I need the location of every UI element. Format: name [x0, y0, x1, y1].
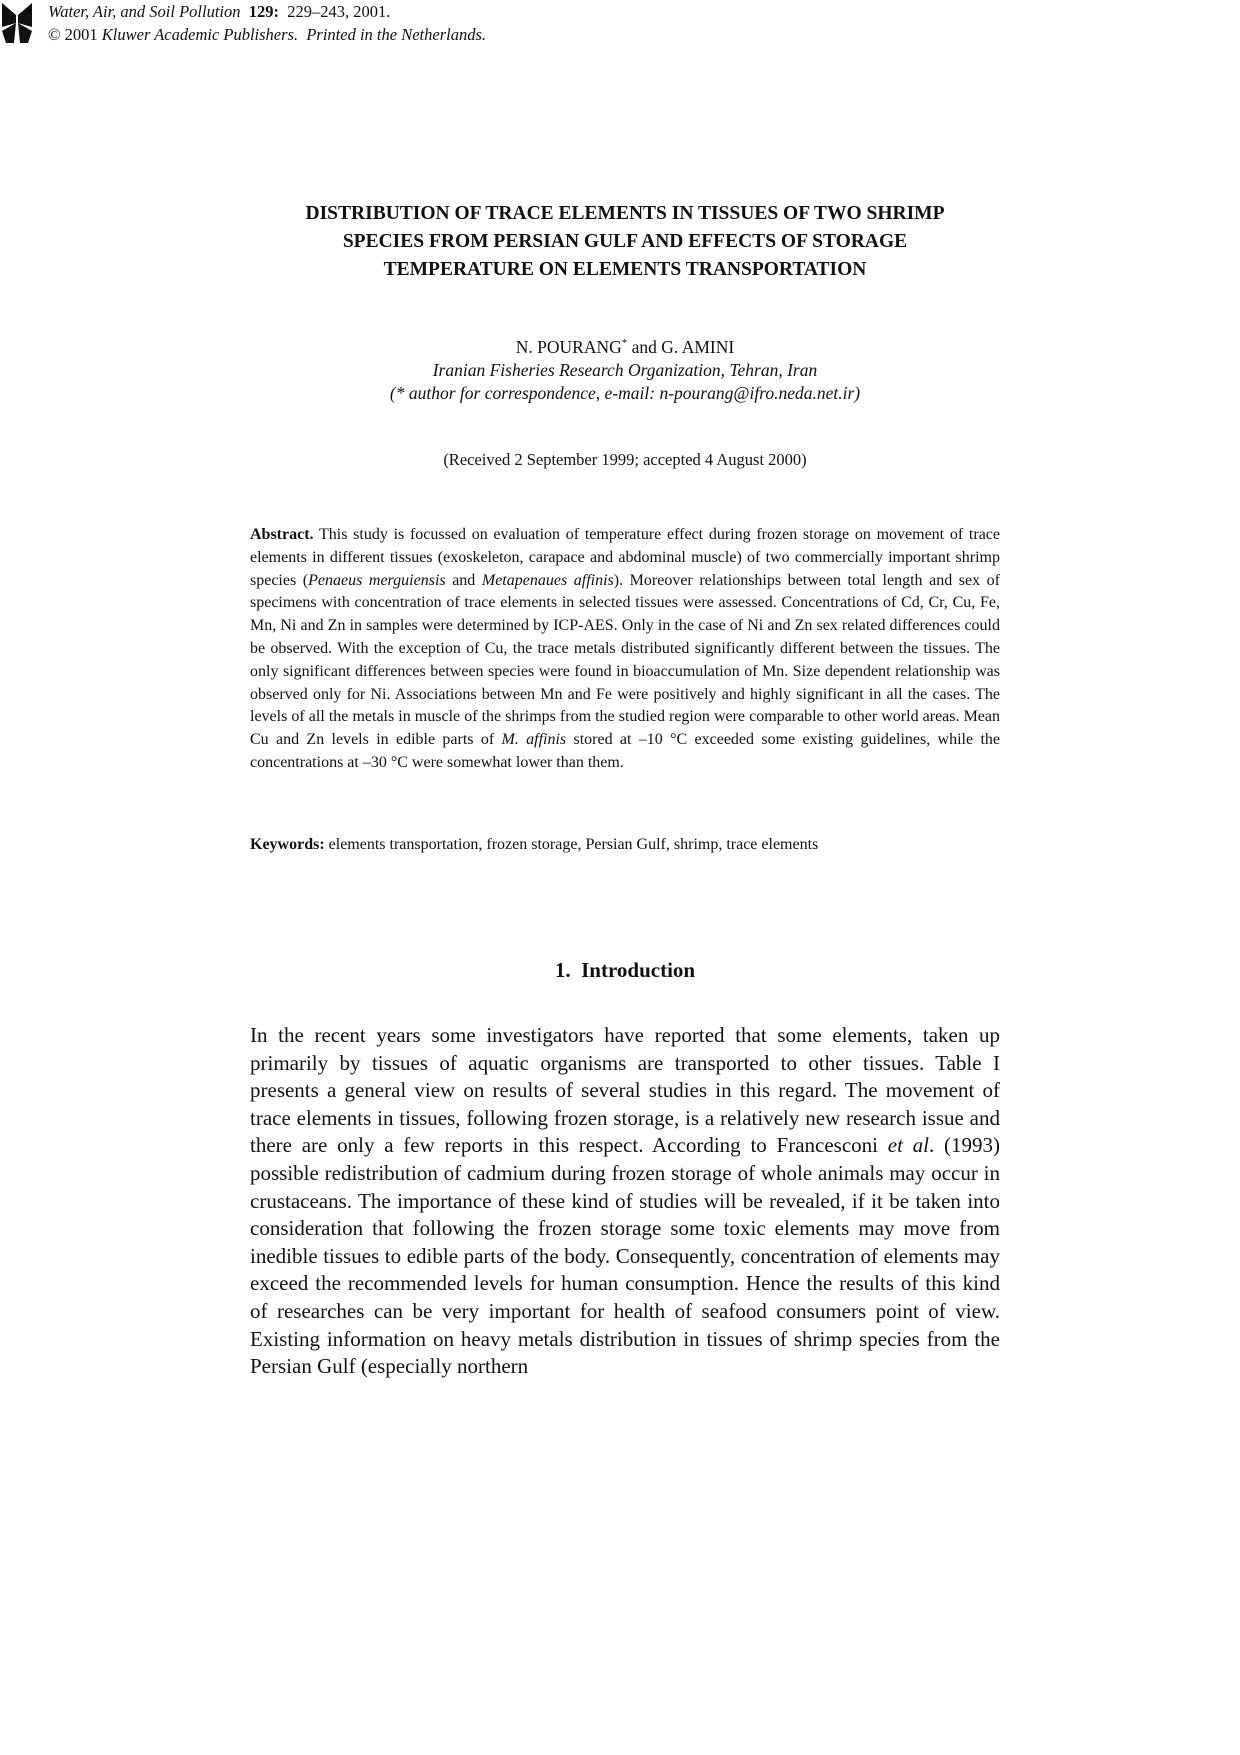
publisher-logo-icon: [0, 1, 34, 45]
journal-volume: 129:: [248, 2, 280, 21]
abstract-label: Abstract.: [250, 526, 314, 543]
body-text: . (1993) possible redistribution of cadmium during frozen storage of whole animals may occur in crustaceans. The importance of these kind of studies will be revealed, if it be taken into consideration that following the frozen storage some toxic elements may move from inedible tissues to edible parts of the body. Consequently, concentration of elements may exceed the recommended levels for human consumption. Hence the results of this kind of researches can be very important for health of seafood consumers point of view. Existing information on heavy metals distribution in tissues of shrimp species from the Persian Gulf (especially northern: [250, 1133, 1000, 1379]
author-names: [250, 332, 1000, 359]
citation-etal: et al: [887, 1133, 929, 1158]
copyright: [48, 23, 486, 46]
paper-title: [250, 200, 1000, 284]
abstract-text: and: [445, 571, 482, 589]
affiliation: Iranian Fisheries Research Organization, Tehran, Iran: [432, 359, 818, 380]
journal-name: Water, Air, and Soil Pollution: [48, 2, 241, 21]
abstract-text: ). Moreover relationships between total length and sex of specimens with concentration of trace elements in selected tissues were assessed. Concentrations of Cd, Cr, Cu, Fe, Mn, Ni and Zn in samples were determined by ICP-AES. Only in the case of Ni and Zn sex related differences could be observed. With the exception of Cu, the trace metals distributed significantly different between the tissues. The only significant differences between species were found in bioaccumulation of Mn. Size dependent relationship was observed only for Ni. Associations between Mn and Fe were positively and highly significant in all the cases. The levels of all the metals in muscle of the shrimps from the studied region were comparable to other world areas. Mean Cu and Zn levels in edible parts of: [250, 571, 1001, 749]
keywords-text: elements transportation, frozen storage, Persian Gulf, shrimp, trace elements: [324, 836, 819, 853]
title-line: TEMPERATURE ON ELEMENTS TRANSPORTATION: [383, 259, 867, 280]
intro-paragraph: [250, 1022, 1000, 1381]
author-block: [250, 332, 1000, 405]
abstract: [250, 524, 1000, 775]
journal-pages: 229–243, 2001.: [287, 2, 391, 21]
correspondence-mark: *: [621, 337, 628, 349]
journal-citation: [48, 0, 486, 23]
abstract-text: This study is focussed on evaluation of temperature effect during frozen storage on movement of trace elements in different tissues (exoskeleton, carapace and abdominal muscle) of two commercially important shrimp species (: [250, 526, 1000, 589]
keywords: [250, 836, 1000, 854]
journal-footer: [0, 0, 1240, 46]
species-name: Penaeus merguiensis: [308, 571, 446, 589]
abstract-text: stored at –10 °C exceeded some existing guidelines, while the concentrations at –30 °C were somewhat lower than them.: [250, 731, 1000, 771]
keywords-label: Keywords:: [250, 836, 325, 853]
species-name: Metapenaues affinis: [481, 571, 614, 589]
publisher: Kluwer Academic Publishers. Printed in the Netherlands.: [101, 25, 486, 44]
author-conjunction: and: [627, 336, 662, 357]
body-text: In the recent years some investigators have reported that some elements, taken up primarily by tissues of aquatic organisms are transported to other tissues. Table I presents a general view on results of several studies in this regard. The movement of trace elements in tissues, following frozen storage, is a relatively new research issue and there are only a few reports in this respect. According to Francesconi: [250, 1023, 1000, 1158]
correspondence: (* author for correspondence, e-mail: n-pourang@ifro.neda.net.ir): [389, 382, 861, 403]
author-2: G. AMINI: [661, 336, 735, 357]
section-heading: 1. Introduction: [554, 958, 696, 982]
copyright-year: © 2001: [48, 25, 98, 44]
species-name: M. affinis: [501, 731, 567, 749]
received-dates: (Received 2 September 1999; accepted 4 August 2000): [443, 450, 807, 469]
author-1: N. POURANG: [515, 336, 622, 357]
title-line: DISTRIBUTION OF TRACE ELEMENTS IN TISSUES OF TWO SHRIMP: [305, 203, 945, 224]
title-line: SPECIES FROM PERSIAN GULF AND EFFECTS OF STORAGE: [342, 231, 908, 252]
